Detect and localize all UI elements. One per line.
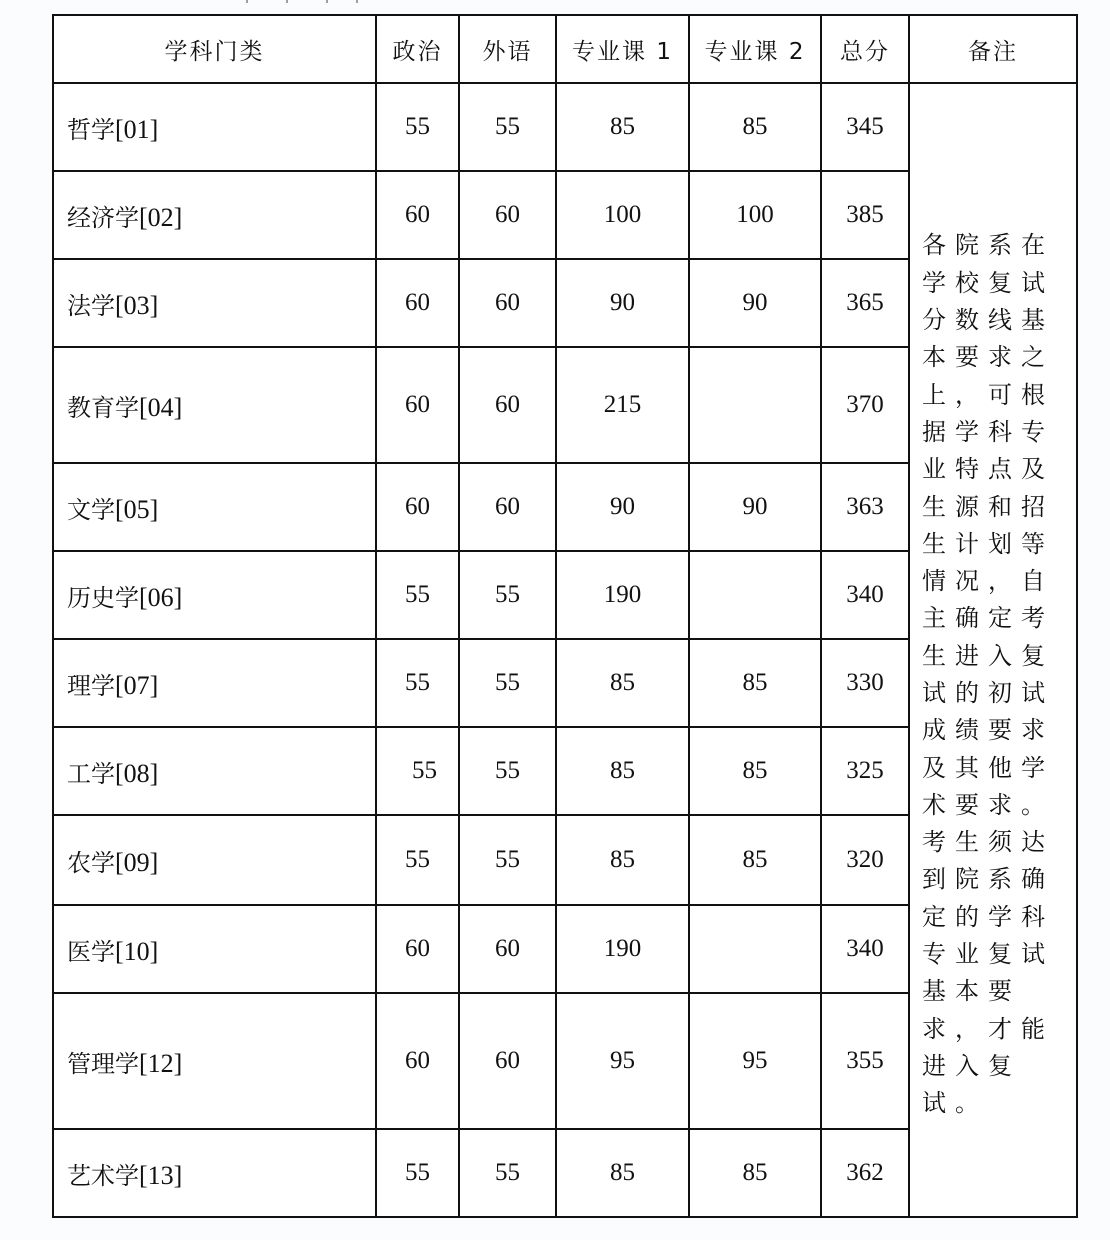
header-foreign-language: 外语 — [459, 15, 556, 83]
subject-cell — [53, 993, 376, 1129]
cropped-caption-fragment — [240, 0, 360, 4]
politics-cell: 60 — [376, 171, 459, 259]
foreign-language-cell: 55 — [459, 815, 556, 905]
header-major2: 专业课 2 — [689, 15, 821, 83]
major2-cell: 90 — [689, 259, 821, 347]
major1-cell: 100 — [556, 171, 689, 259]
subject-code: [02] — [139, 202, 183, 232]
politics-cell: 60 — [376, 993, 459, 1129]
remark-cell — [909, 83, 1077, 1217]
remark-text: 各院系在学校复试分数线基本要求之上，可根据学科专业特点及生源和招生计划等情况，自主确定考生进入复试的初试成绩要求及其他学术要求。考生须达到院系确定的学科专业复试基本要求，才能进入复试。 — [922, 231, 1054, 1118]
subject-code: [09] — [115, 847, 159, 877]
total-cell: 370 — [821, 347, 909, 463]
major1-cell: 90 — [556, 259, 689, 347]
subject-cell — [53, 639, 376, 727]
subject-cell — [53, 551, 376, 639]
politics-cell: 55 — [376, 815, 459, 905]
subject-code: [08] — [115, 758, 159, 788]
major1-cell: 215 — [556, 347, 689, 463]
foreign-language-cell: 60 — [459, 905, 556, 993]
subject-cell — [53, 727, 376, 815]
major1-cell: 190 — [556, 905, 689, 993]
admission-score-table — [52, 14, 1078, 1218]
foreign-language-cell: 60 — [459, 171, 556, 259]
politics-cell: 60 — [376, 347, 459, 463]
subject-code: [07] — [115, 670, 159, 700]
subject-cell — [53, 463, 376, 551]
subject-code: [03] — [115, 290, 159, 320]
header-politics: 政治 — [376, 15, 459, 83]
subject-code: [05] — [115, 494, 159, 524]
subject-name: 工学 — [67, 761, 115, 788]
subject-code: [10] — [115, 936, 159, 966]
politics-cell: 55 — [376, 83, 459, 171]
subject-name: 文学 — [67, 497, 115, 524]
major2-cell: 85 — [689, 727, 821, 815]
total-cell: 355 — [821, 993, 909, 1129]
foreign-language-cell: 55 — [459, 83, 556, 171]
major2-cell: 85 — [689, 1129, 821, 1217]
subject-name: 农学 — [67, 850, 115, 877]
header-subject: 学科门类 — [53, 15, 376, 83]
major2-cell: 100 — [689, 171, 821, 259]
major1-cell: 90 — [556, 463, 689, 551]
major2-cell: 85 — [689, 83, 821, 171]
total-cell: 320 — [821, 815, 909, 905]
subject-code: [04] — [139, 392, 183, 422]
total-cell: 363 — [821, 463, 909, 551]
subject-cell — [53, 1129, 376, 1217]
total-cell: 345 — [821, 83, 909, 171]
major2-cell — [689, 347, 821, 463]
foreign-language-cell: 55 — [459, 551, 556, 639]
major1-cell: 190 — [556, 551, 689, 639]
table-row — [53, 83, 1077, 171]
politics-cell: 55 — [376, 727, 459, 815]
subject-name: 经济学 — [67, 205, 139, 232]
subject-name: 艺术学 — [67, 1163, 139, 1190]
header-total: 总分 — [821, 15, 909, 83]
total-cell: 340 — [821, 551, 909, 639]
politics-cell: 60 — [376, 259, 459, 347]
subject-code: [12] — [139, 1048, 183, 1078]
major1-cell: 85 — [556, 815, 689, 905]
major2-cell: 85 — [689, 639, 821, 727]
major2-cell: 85 — [689, 815, 821, 905]
header-remark: 备注 — [909, 15, 1077, 83]
foreign-language-cell: 60 — [459, 259, 556, 347]
foreign-language-cell: 60 — [459, 993, 556, 1129]
total-cell: 365 — [821, 259, 909, 347]
major2-cell — [689, 905, 821, 993]
politics-cell: 60 — [376, 463, 459, 551]
subject-name: 历史学 — [67, 585, 139, 612]
major1-cell: 85 — [556, 83, 689, 171]
total-cell: 385 — [821, 171, 909, 259]
subject-cell — [53, 83, 376, 171]
total-cell: 330 — [821, 639, 909, 727]
subject-cell — [53, 347, 376, 463]
subject-code: [06] — [139, 582, 183, 612]
subject-name: 管理学 — [67, 1051, 139, 1078]
total-cell: 362 — [821, 1129, 909, 1217]
major2-cell — [689, 551, 821, 639]
subject-name: 医学 — [67, 939, 115, 966]
major1-cell: 85 — [556, 727, 689, 815]
header-major1: 专业课 1 — [556, 15, 689, 83]
total-cell: 325 — [821, 727, 909, 815]
foreign-language-cell: 55 — [459, 639, 556, 727]
subject-name: 理学 — [67, 673, 115, 700]
major2-cell: 95 — [689, 993, 821, 1129]
major1-cell: 95 — [556, 993, 689, 1129]
subject-cell — [53, 905, 376, 993]
foreign-language-cell: 60 — [459, 463, 556, 551]
subject-cell — [53, 171, 376, 259]
subject-name: 哲学 — [67, 117, 115, 144]
major2-cell: 90 — [689, 463, 821, 551]
subject-cell — [53, 815, 376, 905]
politics-cell: 60 — [376, 905, 459, 993]
subject-code: [01] — [115, 114, 159, 144]
header-row — [53, 15, 1077, 83]
foreign-language-cell: 55 — [459, 1129, 556, 1217]
politics-cell: 55 — [376, 1129, 459, 1217]
subject-code: [13] — [139, 1160, 183, 1190]
total-cell: 340 — [821, 905, 909, 993]
politics-cell: 55 — [376, 639, 459, 727]
politics-cell: 55 — [376, 551, 459, 639]
subject-name: 法学 — [67, 293, 115, 320]
major1-cell: 85 — [556, 639, 689, 727]
subject-name: 教育学 — [67, 395, 139, 422]
foreign-language-cell: 55 — [459, 727, 556, 815]
foreign-language-cell: 60 — [459, 347, 556, 463]
major1-cell: 85 — [556, 1129, 689, 1217]
subject-cell — [53, 259, 376, 347]
